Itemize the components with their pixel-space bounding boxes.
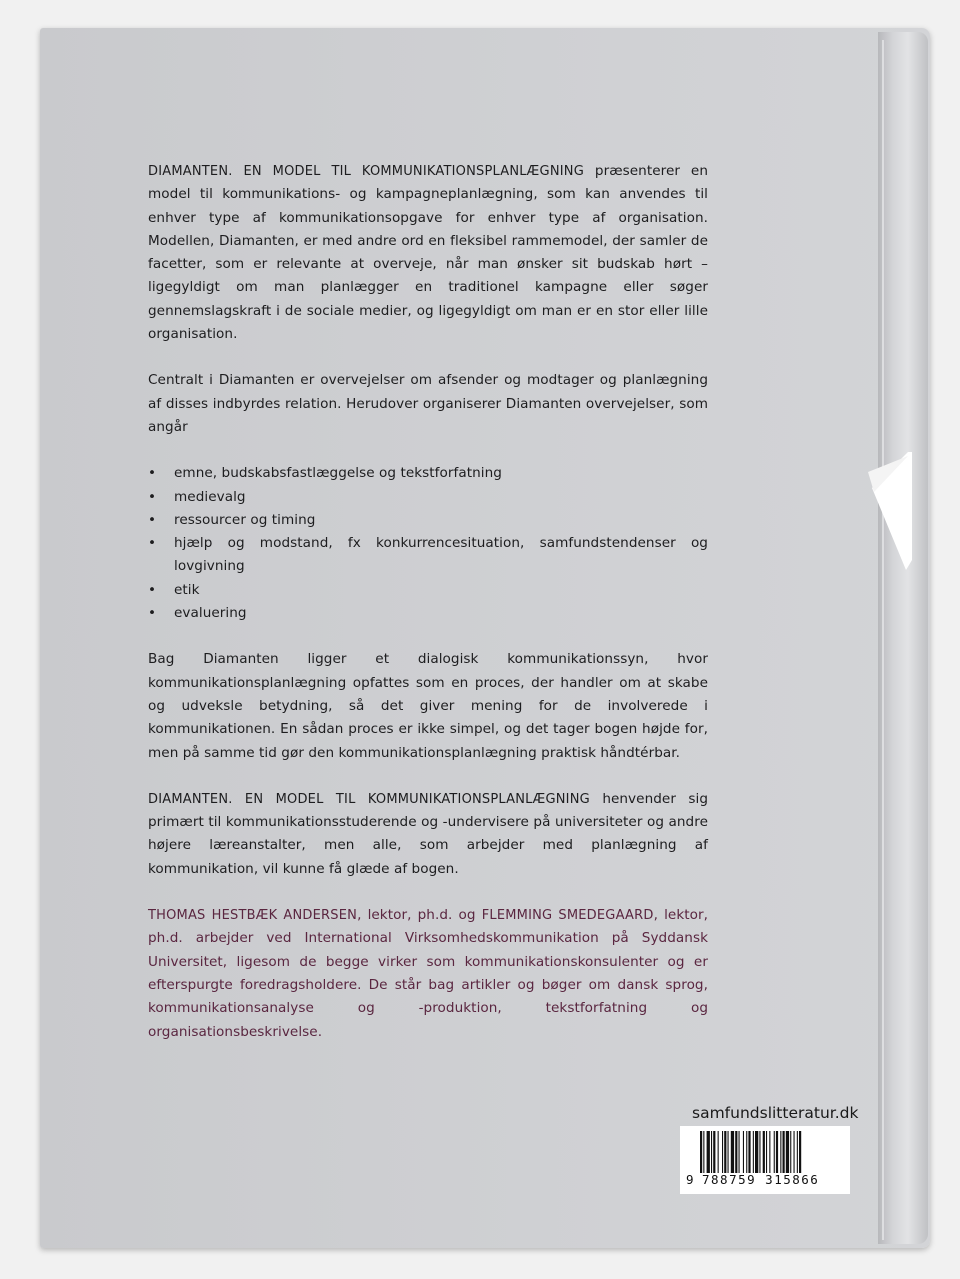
barcode-bar <box>786 1131 789 1173</box>
book-title-caps: DIAMANTEN. EN MODEL TIL KOMMUNIKATIONSPLANLÆGNING <box>148 791 590 807</box>
barcode-bar <box>783 1131 785 1173</box>
barcode-bar <box>724 1131 726 1173</box>
barcode-bar <box>755 1131 758 1173</box>
authors-paragraph: THOMAS HESTBÆK ANDERSEN, lektor, ph.d. og FLEMMING SMEDEGAARD, lektor, ph.d. arbejder ved International Virksomhedskommunikation på Syddansk Universitet, ligesom de begge virker som kommunikationskonsulenter og er efterspurgte foredragsholdere. De står bag artikler og bøger om dansk sprog, kommunikationsanalyse og -produktion, tekstforfatning og organisationsbeskrivelse. <box>148 907 709 1040</box>
dialogic-paragraph: Bag Diamanten ligger et dialogisk kommunikationssyn, hvor kommunikationsplanlægning opfattes som en proces, der handler om at skabe og udveksle betydning, så det giver mening for de involverede i kommunikationen. En sådan proces er ikke simpel, og det tager bogen højde for, men på samme tid gør den kommunikationsplanlægning praktisk håndtérbar. <box>148 651 708 761</box>
barcode-bar <box>769 1131 770 1173</box>
barcode-bar <box>763 1131 765 1173</box>
barcode-bar <box>794 1131 795 1173</box>
barcode-bar <box>711 1131 712 1173</box>
list-item: • medievalg <box>148 486 708 509</box>
barcode-bar <box>718 1131 719 1173</box>
barcode-bar <box>746 1131 747 1173</box>
barcode-bar <box>797 1131 798 1173</box>
barcode-bar <box>743 1131 744 1173</box>
barcode-bar <box>753 1131 754 1173</box>
barcode-bar <box>776 1131 778 1173</box>
author-name: FLEMMING SMEDEGAARD <box>481 908 654 924</box>
isbn-barcode <box>700 1131 844 1173</box>
barcode-bar <box>748 1131 750 1173</box>
spine-diamond-graphic <box>868 452 928 572</box>
blurb-text <box>148 160 708 1067</box>
barcode-bar <box>722 1131 723 1173</box>
intro-paragraph: DIAMANTEN. EN MODEL TIL KOMMUNIKATIONSPLANLÆGNING præsenterer en model til kommunikations- og kampagneplanlægning, som kan anvendes til enhver type af kommunikationsopgave for enhver type af organisation. Modellen, Diamanten, er med andre ord en fleksibel rammemodel, der samler de facetter, som er relevante at overveje, når man ønsker sit budskab hørt – ligegyldigt om man planlægger en traditionel kampagne eller søger gennemslagskraft i de sociale medier, og ligegyldigt om man er en stor eller lille organisation. <box>148 163 708 343</box>
central-paragraph: Centralt i Diamanten er overvejelser om afsender og modtager og planlægning af disses indbyrdes relation. Herudover organiserer Diamanten overvejelser, som angår <box>148 372 708 435</box>
barcode-bar <box>780 1131 781 1173</box>
barcode-bar <box>790 1131 791 1173</box>
list-item: • hjælp og modstand, fx konkurrencesituation, samfundstendenser og lovgivning <box>148 532 708 579</box>
list-item: • evaluering <box>148 602 708 625</box>
barcode-bar <box>731 1131 734 1173</box>
list-item: • etik <box>148 579 708 602</box>
barcode-bar <box>735 1131 737 1173</box>
barcode-bar <box>728 1131 729 1173</box>
spine-highlight <box>882 40 884 1240</box>
author-name: THOMAS HESTBÆK ANDERSEN <box>148 908 358 924</box>
list-item: • emne, budskabsfastlæggelse og tekstforfatning <box>148 462 708 485</box>
barcode-bar <box>739 1131 740 1173</box>
list-item: • ressourcer og timing <box>148 509 708 532</box>
audience-paragraph: DIAMANTEN. EN MODEL TIL KOMMUNIKATIONSPLANLÆGNING henvender sig primært til kommunikationsstuderende og -undervisere på universiteter og andre højere læreanstalter, men alle, som arbejder med planlægning af kommunikation, vil kunne få glæde af bogen. <box>148 790 708 877</box>
barcode-bar <box>766 1131 767 1173</box>
barcode-bar <box>700 1131 702 1173</box>
barcode-bar <box>713 1131 715 1173</box>
barcode-bar <box>774 1131 775 1173</box>
barcode-bar <box>799 1131 801 1173</box>
book-title-caps: DIAMANTEN. EN MODEL TIL KOMMUNIKATIONSPLANLÆGNING <box>148 164 584 179</box>
isbn-digits: 788759 315866 <box>702 1172 820 1187</box>
topics-list <box>148 462 708 625</box>
barcode-bar <box>703 1131 704 1173</box>
barcode-bar <box>707 1131 710 1173</box>
isbn-leading-digit: 9 <box>686 1172 694 1187</box>
publisher-website: samfundslitteratur.dk <box>692 1104 859 1122</box>
book-spine <box>878 32 928 1244</box>
barcode-bar <box>759 1131 760 1173</box>
